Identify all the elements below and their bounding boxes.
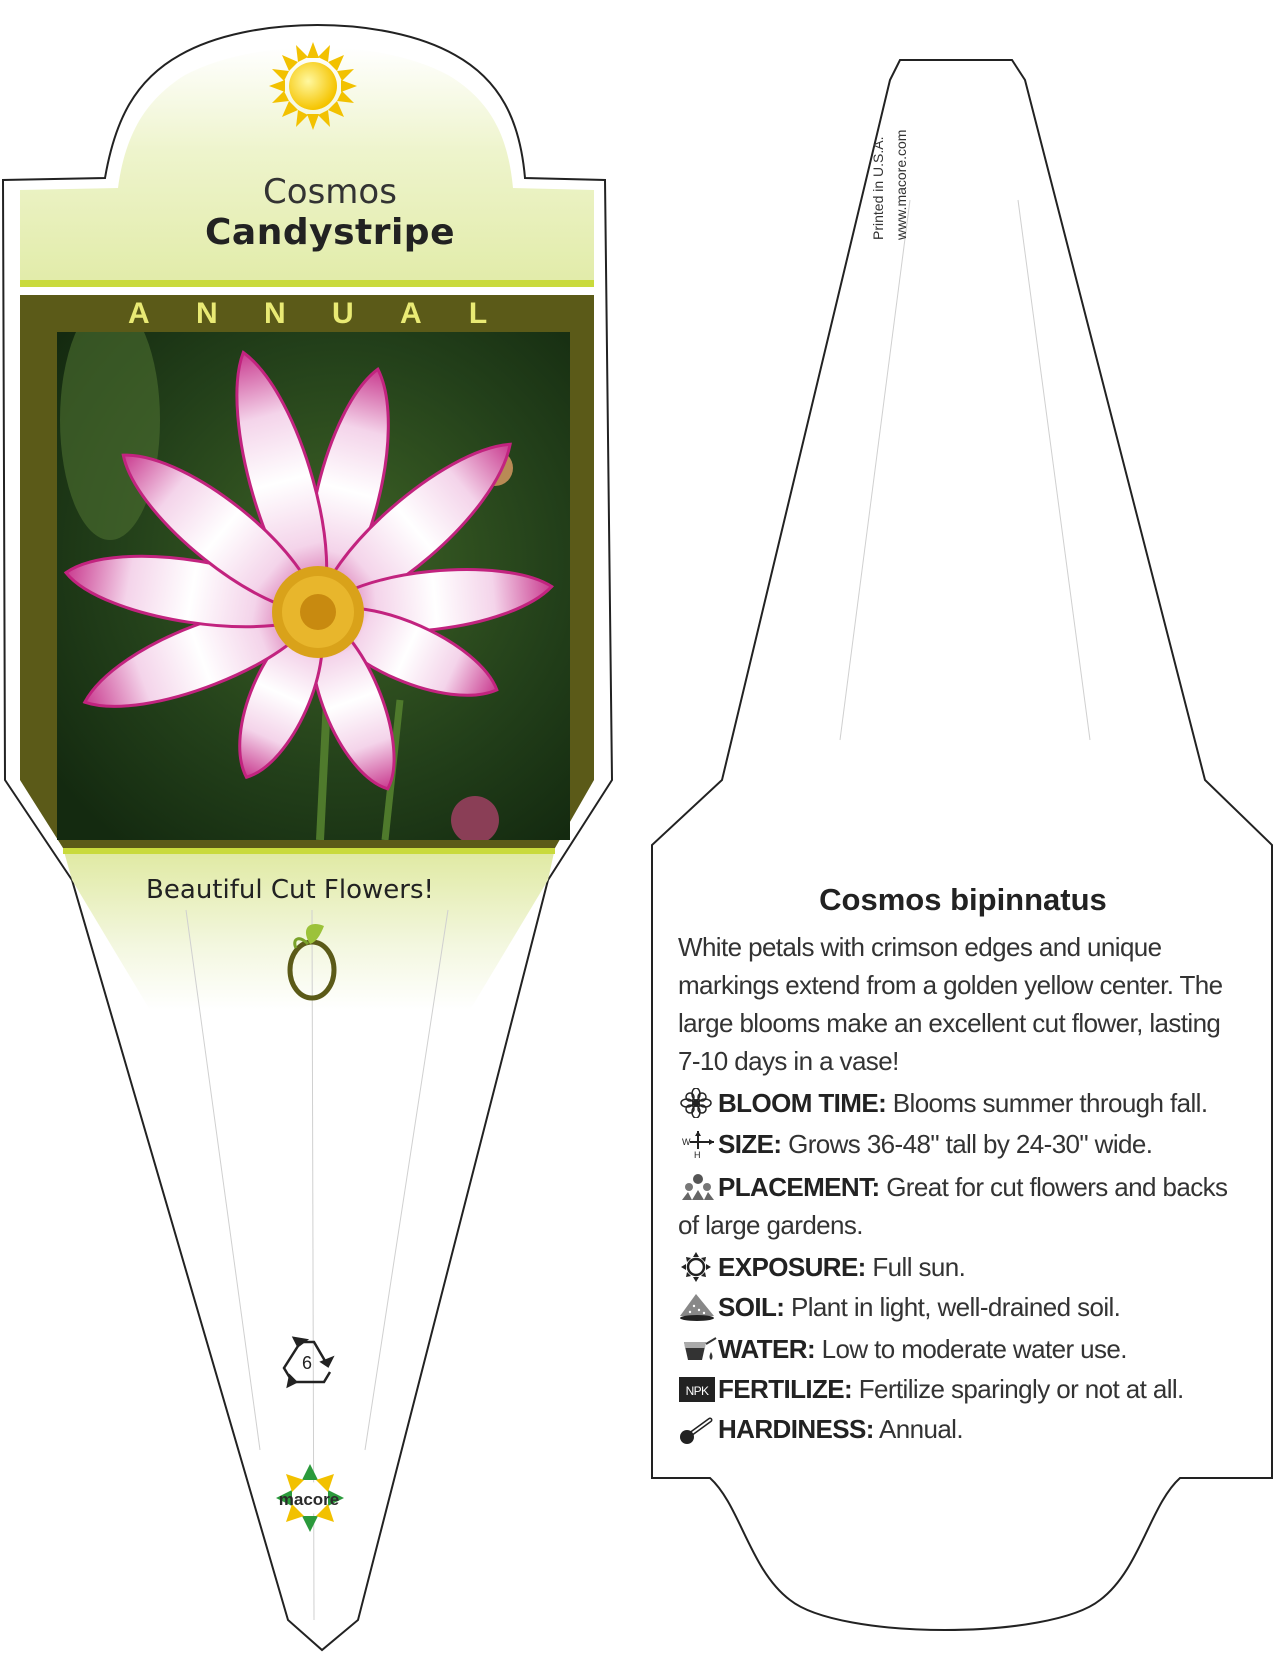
thermometer-icon (678, 1414, 718, 1444)
water-icon (678, 1334, 718, 1364)
brand-name: macore (278, 1490, 340, 1509)
category-letter: A (400, 297, 422, 330)
category-letter: A (128, 297, 150, 330)
common-name: Cosmos (263, 172, 397, 212)
care-label: SOIL: (718, 1292, 785, 1322)
care-text: Plant in light, well-drained soil. (790, 1292, 1121, 1322)
care-size (678, 1125, 1248, 1163)
care-fertilize (678, 1370, 1248, 1408)
care-text: Great for cut flowers and backs of large gardens. (678, 1172, 1228, 1240)
care-label: HARDINESS: (718, 1414, 874, 1444)
recycle-number: 6 (301, 1353, 312, 1373)
scientific-name: Cosmos bipinnatus (819, 882, 1107, 917)
care-label: EXPOSURE: (718, 1252, 866, 1282)
care-text: Grows 36-48" tall by 24-30" wide. (788, 1129, 1153, 1159)
bloom-icon (678, 1088, 718, 1118)
care-text: Annual. (879, 1414, 963, 1444)
sun-exposure-icon (678, 1252, 718, 1282)
description: White petals with crimson edges and unique markings extend from a golden yellow center. The large blooms make an excellent cut flower, lasting 7-10 days in a vase! (678, 932, 1223, 1076)
npk-icon (678, 1374, 718, 1404)
sun-icon (269, 42, 357, 130)
placement-icon (678, 1172, 718, 1202)
care-bloom (678, 1084, 1248, 1122)
care-text: Full sun. (872, 1252, 966, 1282)
care-placement (678, 1168, 1248, 1244)
size-icon-w: W (682, 1137, 690, 1147)
npk-label: NPK (685, 1384, 709, 1398)
care-text: Low to moderate water use. (821, 1334, 1127, 1364)
care-text: Blooms summer through fall. (892, 1088, 1208, 1118)
soil-icon (678, 1292, 718, 1322)
care-label: SIZE: (718, 1129, 782, 1159)
category-letter: L (468, 297, 488, 330)
category-letter: U (332, 297, 354, 330)
care-water (678, 1330, 1248, 1368)
category-letter: N (264, 297, 286, 330)
flower-photo (57, 300, 570, 844)
website: www.macore.com (893, 129, 909, 240)
care-label: WATER: (718, 1334, 816, 1364)
care-label: BLOOM TIME: (718, 1088, 887, 1118)
care-hardiness (678, 1410, 1248, 1448)
category-label (128, 297, 488, 331)
care-label: PLACEMENT: (718, 1172, 880, 1202)
size-icon (678, 1129, 718, 1159)
variety-name: Candystripe (205, 212, 455, 253)
care-exposure (678, 1248, 1248, 1286)
care-label: FERTILIZE: (718, 1374, 853, 1404)
care-text: Fertilize sparingly or not at all. (858, 1374, 1184, 1404)
care-soil (678, 1288, 1248, 1326)
printed-note: Printed in U.S.A. (870, 136, 886, 240)
category-letter: N (196, 297, 218, 330)
size-icon-h: H (694, 1150, 700, 1159)
tagline: Beautiful Cut Flowers! (146, 875, 434, 905)
